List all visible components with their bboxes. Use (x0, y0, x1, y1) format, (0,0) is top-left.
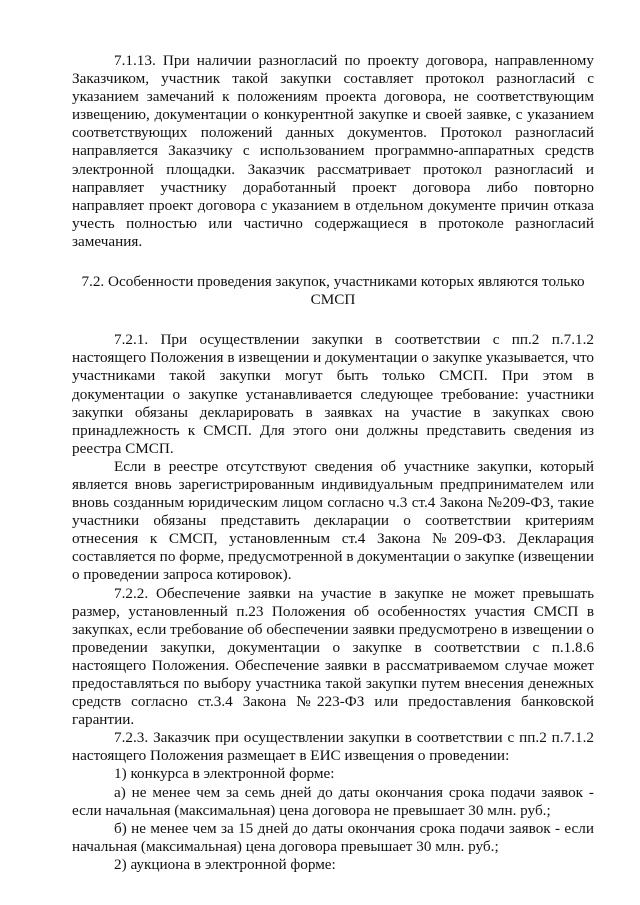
list-item-1a: а) не менее чем за семь дней до даты окончания срока подачи заявок - если начальная (максимальная) цена договора не превышает 30 млн. руб.; (72, 783, 594, 819)
document-page (72, 52, 594, 874)
spacer (72, 309, 594, 331)
paragraph-7-2-1-continued: Если в реестре отсутствуют сведения об участнике закупки, который является вновь зарегистрированным индивидуальным предпринимателем или вновь созданным юридическим лицом согласно ч.3 ст.4 Закона №209-ФЗ, такие участники обязаны представить декларации о соответствии критериям отнесения к СМСП, установленным ст.4 Закона №209-ФЗ. Декларация составляется по форме, предусмотренной в документации о закупке (извещении о проведении запроса котировок). (72, 457, 594, 584)
paragraph-7-2-1: 7.2.1. При осуществлении закупки в соответствии с пп.2 п.7.1.2 настоящего Положения в извещении и документации о закупке указывается, что участниками такой закупки могут быть только СМСП. При этом в документации о закупке устанавливается следующее требование: участники закупки обязаны декларировать в заявках на участие в закупках свою принадлежность к СМСП. Для этого они должны представить сведения из реестра СМСП. (72, 331, 594, 457)
spacer (72, 251, 594, 273)
list-item-1b: б) не менее чем за 15 дней до даты окончания срока подачи заявок - если начальная (максимальная) цена договора превышает 30 млн. руб.; (72, 819, 594, 855)
paragraph-7-2-2: 7.2.2. Обеспечение заявки на участие в закупке не может превышать размер, установленный п.23 Положения об особенностях участия СМСП в закупках, если требование об обеспечении заявки предусмотрено в извещении о проведении закупки, документации о закупке в соответствии с п.1.8.6 настоящего Положения. Обеспечение заявки в рассматриваемом случае может предоставляться по выбору участника такой закупки путем внесения денежных средств согласно ст.3.4 Закона №223-ФЗ или предоставления банковской гарантии. (72, 584, 594, 729)
section-heading-7-2: 7.2. Особенности проведения закупок, участниками которых являются только СМСП (81, 273, 585, 309)
list-item-2: 2) аукциона в электронной форме: (114, 855, 336, 873)
paragraph-7-1-13: 7.1.13. При наличии разногласий по проекту договора, направленному Заказчиком, участник такой закупки составляет протокол разногласий с указанием замечаний к положениям проекта договора, не соответствующим извещению, документации о конкурентной закупке и своей заявке, с указанием соответствующих положений данных документов. Протокол разногласий направляется Заказчику с использованием программно-аппаратных средств электронной площадки. Заказчик рассматривает протокол разногласий и направляет участнику доработанный проект договора либо повторно направляет проект договора с указанием в отдельном документе причин отказа учесть полностью или частично содержащиеся в протоколе разногласий замечания. (72, 52, 594, 250)
list-item-1: 1) конкурса в электронной форме: (114, 765, 335, 783)
paragraph-7-2-3: 7.2.3. Заказчик при осуществлении закупки в соответствии с пп.2 п.7.1.2 настоящего Положения размещает в ЕИС извещения о проведении: (72, 729, 594, 765)
